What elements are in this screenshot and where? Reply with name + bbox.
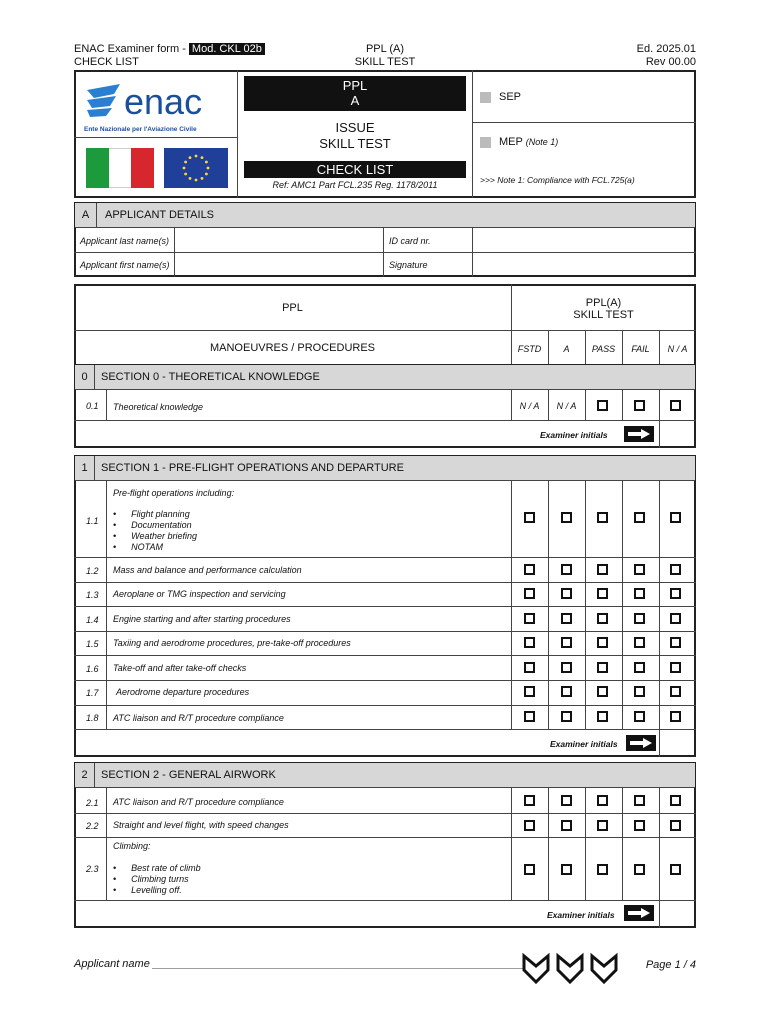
item-1-4-a-checkbox[interactable] <box>561 613 572 624</box>
item-1-6-fstd-checkbox[interactable] <box>524 662 535 673</box>
item-1-3-na-checkbox[interactable] <box>670 588 681 599</box>
item-1-1-intro: Pre-flight operations including: <box>113 488 235 498</box>
item-1-1-fail-checkbox[interactable] <box>634 512 645 523</box>
item-2-3-bullets <box>113 863 201 896</box>
item-1-6-na-checkbox[interactable] <box>670 662 681 673</box>
item-number: 1.1 <box>86 516 99 526</box>
first-name-label: Applicant first name(s) <box>80 260 170 270</box>
first-name-field[interactable] <box>176 254 381 275</box>
col-fstd: FSTD <box>517 344 542 354</box>
col-fail: FAIL <box>631 344 650 354</box>
mod-code: Mod. CKL 02b <box>189 43 265 55</box>
section-2-header: 2 SECTION 2 - GENERAL AIRWORK <box>75 763 695 788</box>
item-2-2-na-checkbox[interactable] <box>670 820 681 831</box>
item-1-1-a-checkbox[interactable] <box>561 512 572 523</box>
arrow-right-icon <box>624 426 654 442</box>
list-item: • NOTAM <box>113 542 163 552</box>
arrow-right-icon <box>626 735 656 751</box>
item-2-3-fail-checkbox[interactable] <box>634 864 645 875</box>
item-1-3-text: Aeroplane or TMG inspection and servicing <box>113 589 286 599</box>
item-2-1-fstd-checkbox[interactable] <box>524 795 535 806</box>
id-card-label: ID card nr. <box>389 236 431 246</box>
item-1-1-bullets <box>113 509 197 553</box>
item-1-1-pass-checkbox[interactable] <box>597 512 608 523</box>
signature-label: Signature <box>389 260 428 270</box>
item-0-1-a-na: N / A <box>556 401 577 411</box>
item-1-5-a-checkbox[interactable] <box>561 637 572 648</box>
item-2-3-intro: Climbing: <box>113 841 151 851</box>
item-number: 1.2 <box>86 566 99 576</box>
form-id-header: ENAC Examiner form - Mod. CKL 02b <box>74 43 265 55</box>
item-1-6-a-checkbox[interactable] <box>561 662 572 673</box>
last-name-field[interactable] <box>176 230 381 251</box>
item-2-3-fstd-checkbox[interactable] <box>524 864 535 875</box>
check-list-banner: CHECK LIST <box>244 161 466 178</box>
item-1-5-na-checkbox[interactable] <box>670 637 681 648</box>
examiner-initials-label: Examiner initials <box>547 910 615 920</box>
item-number: 1.8 <box>86 713 99 723</box>
list-item: • Levelling off. <box>113 885 182 895</box>
header-center-2: SKILL TEST <box>354 56 416 68</box>
down-arrows-icon <box>520 952 620 991</box>
item-2-1-pass-checkbox[interactable] <box>597 795 608 806</box>
item-1-4-fail-checkbox[interactable] <box>634 613 645 624</box>
item-1-2-fstd-checkbox[interactable] <box>524 564 535 575</box>
item-1-6-text: Take-off and after take-off checks <box>113 663 247 673</box>
issue-label: ISSUE <box>335 120 375 135</box>
item-1-4-na-checkbox[interactable] <box>670 613 681 624</box>
item-1-7-text: Aerodrome departure procedures <box>116 687 250 697</box>
manoeuvres-header: MANOEUVRES / PROCEDURES <box>209 342 376 354</box>
item-0-1-na-checkbox[interactable] <box>670 400 681 411</box>
item-1-2-pass-checkbox[interactable] <box>597 564 608 575</box>
item-1-8-pass-checkbox[interactable] <box>597 711 608 722</box>
section-0-header: 0 SECTION 0 - THEORETICAL KNOWLEDGE <box>75 365 695 390</box>
item-2-2-a-checkbox[interactable] <box>561 820 572 831</box>
item-1-2-fail-checkbox[interactable] <box>634 564 645 575</box>
col-a: A <box>563 344 570 354</box>
item-number: 1.4 <box>86 615 99 625</box>
list-item: • Flight planning <box>113 509 190 519</box>
item-2-2-fail-checkbox[interactable] <box>634 820 645 831</box>
checklist-label: CHECK LIST <box>74 56 139 68</box>
item-0-1-fstd-na: N / A <box>519 401 540 411</box>
item-number: 1.7 <box>86 688 99 698</box>
enac-logo-text: enac <box>124 81 203 120</box>
item-1-4-pass-checkbox[interactable] <box>597 613 608 624</box>
ppla-header: PPL(A) <box>585 297 622 309</box>
item-1-3-pass-checkbox[interactable] <box>597 588 608 599</box>
last-name-label: Applicant last name(s) <box>80 236 170 246</box>
arrow-right-icon <box>624 905 654 921</box>
item-2-2-pass-checkbox[interactable] <box>597 820 608 831</box>
item-1-5-pass-checkbox[interactable] <box>597 637 608 648</box>
item-0-1-fail-checkbox[interactable] <box>634 400 645 411</box>
item-1-2-text: Mass and balance and performance calculation <box>113 565 302 575</box>
edition: Ed. 2025.01 <box>636 43 696 55</box>
item-2-1-fail-checkbox[interactable] <box>634 795 645 806</box>
col-pass: PASS <box>591 344 616 354</box>
italian-flag <box>86 148 154 188</box>
revision: Rev 00.00 <box>645 56 696 68</box>
enac-logo: enac Ente Nazionale per l'Aviazione Civile <box>84 81 203 133</box>
item-1-8-text: ATC liaison and R/T procedure compliance <box>113 713 284 723</box>
item-1-5-text: Taxiing and aerodrome procedures, pre-take-off procedures <box>113 638 351 648</box>
item-1-8-na-checkbox[interactable] <box>670 711 681 722</box>
item-number: 2.3 <box>86 864 99 874</box>
item-1-3-fstd-checkbox[interactable] <box>524 588 535 599</box>
examiner-initials-label: Examiner initials <box>550 739 618 749</box>
item-1-1-fstd-checkbox[interactable] <box>524 512 535 523</box>
item-1-6-fail-checkbox[interactable] <box>634 662 645 673</box>
item-1-7-na-checkbox[interactable] <box>670 686 681 697</box>
skill-test-label: SKILL TEST <box>319 136 391 151</box>
applicant-name-line: _____________________________________________________________ <box>152 958 527 970</box>
item-number: 0.1 <box>86 401 99 411</box>
item-2-1-a-checkbox[interactable] <box>561 795 572 806</box>
mep-checkbox[interactable] <box>480 137 491 148</box>
item-1-8-fail-checkbox[interactable] <box>634 711 645 722</box>
item-1-3-fail-checkbox[interactable] <box>634 588 645 599</box>
item-1-4-fstd-checkbox[interactable] <box>524 613 535 624</box>
list-item: • Best rate of climb <box>113 863 201 873</box>
item-0-1-pass-checkbox[interactable] <box>597 400 608 411</box>
item-number: 1.5 <box>86 639 99 649</box>
item-2-3-na-checkbox[interactable] <box>670 864 681 875</box>
list-item: • Climbing turns <box>113 874 189 884</box>
item-2-2-text: Straight and level flight, with speed changes <box>113 820 289 830</box>
item-2-1-text: ATC liaison and R/T procedure compliance <box>113 797 284 807</box>
section-1-header: 1 SECTION 1 - PRE-FLIGHT OPERATIONS AND DEPARTURE <box>75 456 695 481</box>
item-2-1-na-checkbox[interactable] <box>670 795 681 806</box>
item-1-8-fstd-checkbox[interactable] <box>524 711 535 722</box>
note-1: >>> Note 1: Compliance with FCL.725(a) <box>480 175 635 185</box>
item-number: 1.6 <box>86 664 99 674</box>
list-item: • Documentation <box>113 520 192 530</box>
header-center-1: PPL (A) <box>365 43 405 55</box>
item-1-7-fstd-checkbox[interactable] <box>524 686 535 697</box>
applicant-name-footer: Applicant name _____________________________________________________________ <box>74 958 527 970</box>
applicant-section-header: A APPLICANT DETAILS <box>75 203 695 228</box>
skill-test-header: SKILL TEST <box>573 309 634 321</box>
list-item: • Weather briefing <box>113 531 198 541</box>
sep-checkbox[interactable] <box>480 92 491 103</box>
examiner-initials-label: Examiner initials <box>540 430 608 440</box>
item-2-3-a-checkbox[interactable] <box>561 864 572 875</box>
item-2-2-fstd-checkbox[interactable] <box>524 820 535 831</box>
item-number: 1.3 <box>86 590 99 600</box>
item-0-1-text: Theoretical knowledge <box>113 402 204 412</box>
item-1-6-pass-checkbox[interactable] <box>597 662 608 673</box>
item-1-2-a-checkbox[interactable] <box>561 564 572 575</box>
col-na: N / A <box>667 344 688 354</box>
item-1-5-fail-checkbox[interactable] <box>634 637 645 648</box>
item-1-3-a-checkbox[interactable] <box>561 588 572 599</box>
signature-field[interactable] <box>474 254 694 275</box>
item-1-7-a-checkbox[interactable] <box>561 686 572 697</box>
item-1-5-fstd-checkbox[interactable] <box>524 637 535 648</box>
item-1-7-fail-checkbox[interactable] <box>634 686 645 697</box>
item-number: 2.1 <box>86 798 99 808</box>
sep-label: SEP <box>499 91 522 103</box>
mep-label: MEP (Note 1) <box>499 136 559 148</box>
item-1-4-text: Engine starting and after starting procedures <box>113 614 291 624</box>
page-number: Page 1 / 4 <box>645 959 696 971</box>
id-card-field[interactable] <box>474 230 694 251</box>
ppl-a-banner: PPL A <box>244 76 466 111</box>
item-1-8-a-checkbox[interactable] <box>561 711 572 722</box>
item-1-2-na-checkbox[interactable] <box>670 564 681 575</box>
item-number: 2.2 <box>86 821 99 831</box>
reference: Ref: AMC1 Part FCL.235 Reg. 1178/2011 <box>272 180 438 190</box>
item-1-7-pass-checkbox[interactable] <box>597 686 608 697</box>
item-2-3-pass-checkbox[interactable] <box>597 864 608 875</box>
item-1-1-na-checkbox[interactable] <box>670 512 681 523</box>
ppl-header: PPL <box>282 302 303 314</box>
eu-flag <box>164 148 228 188</box>
